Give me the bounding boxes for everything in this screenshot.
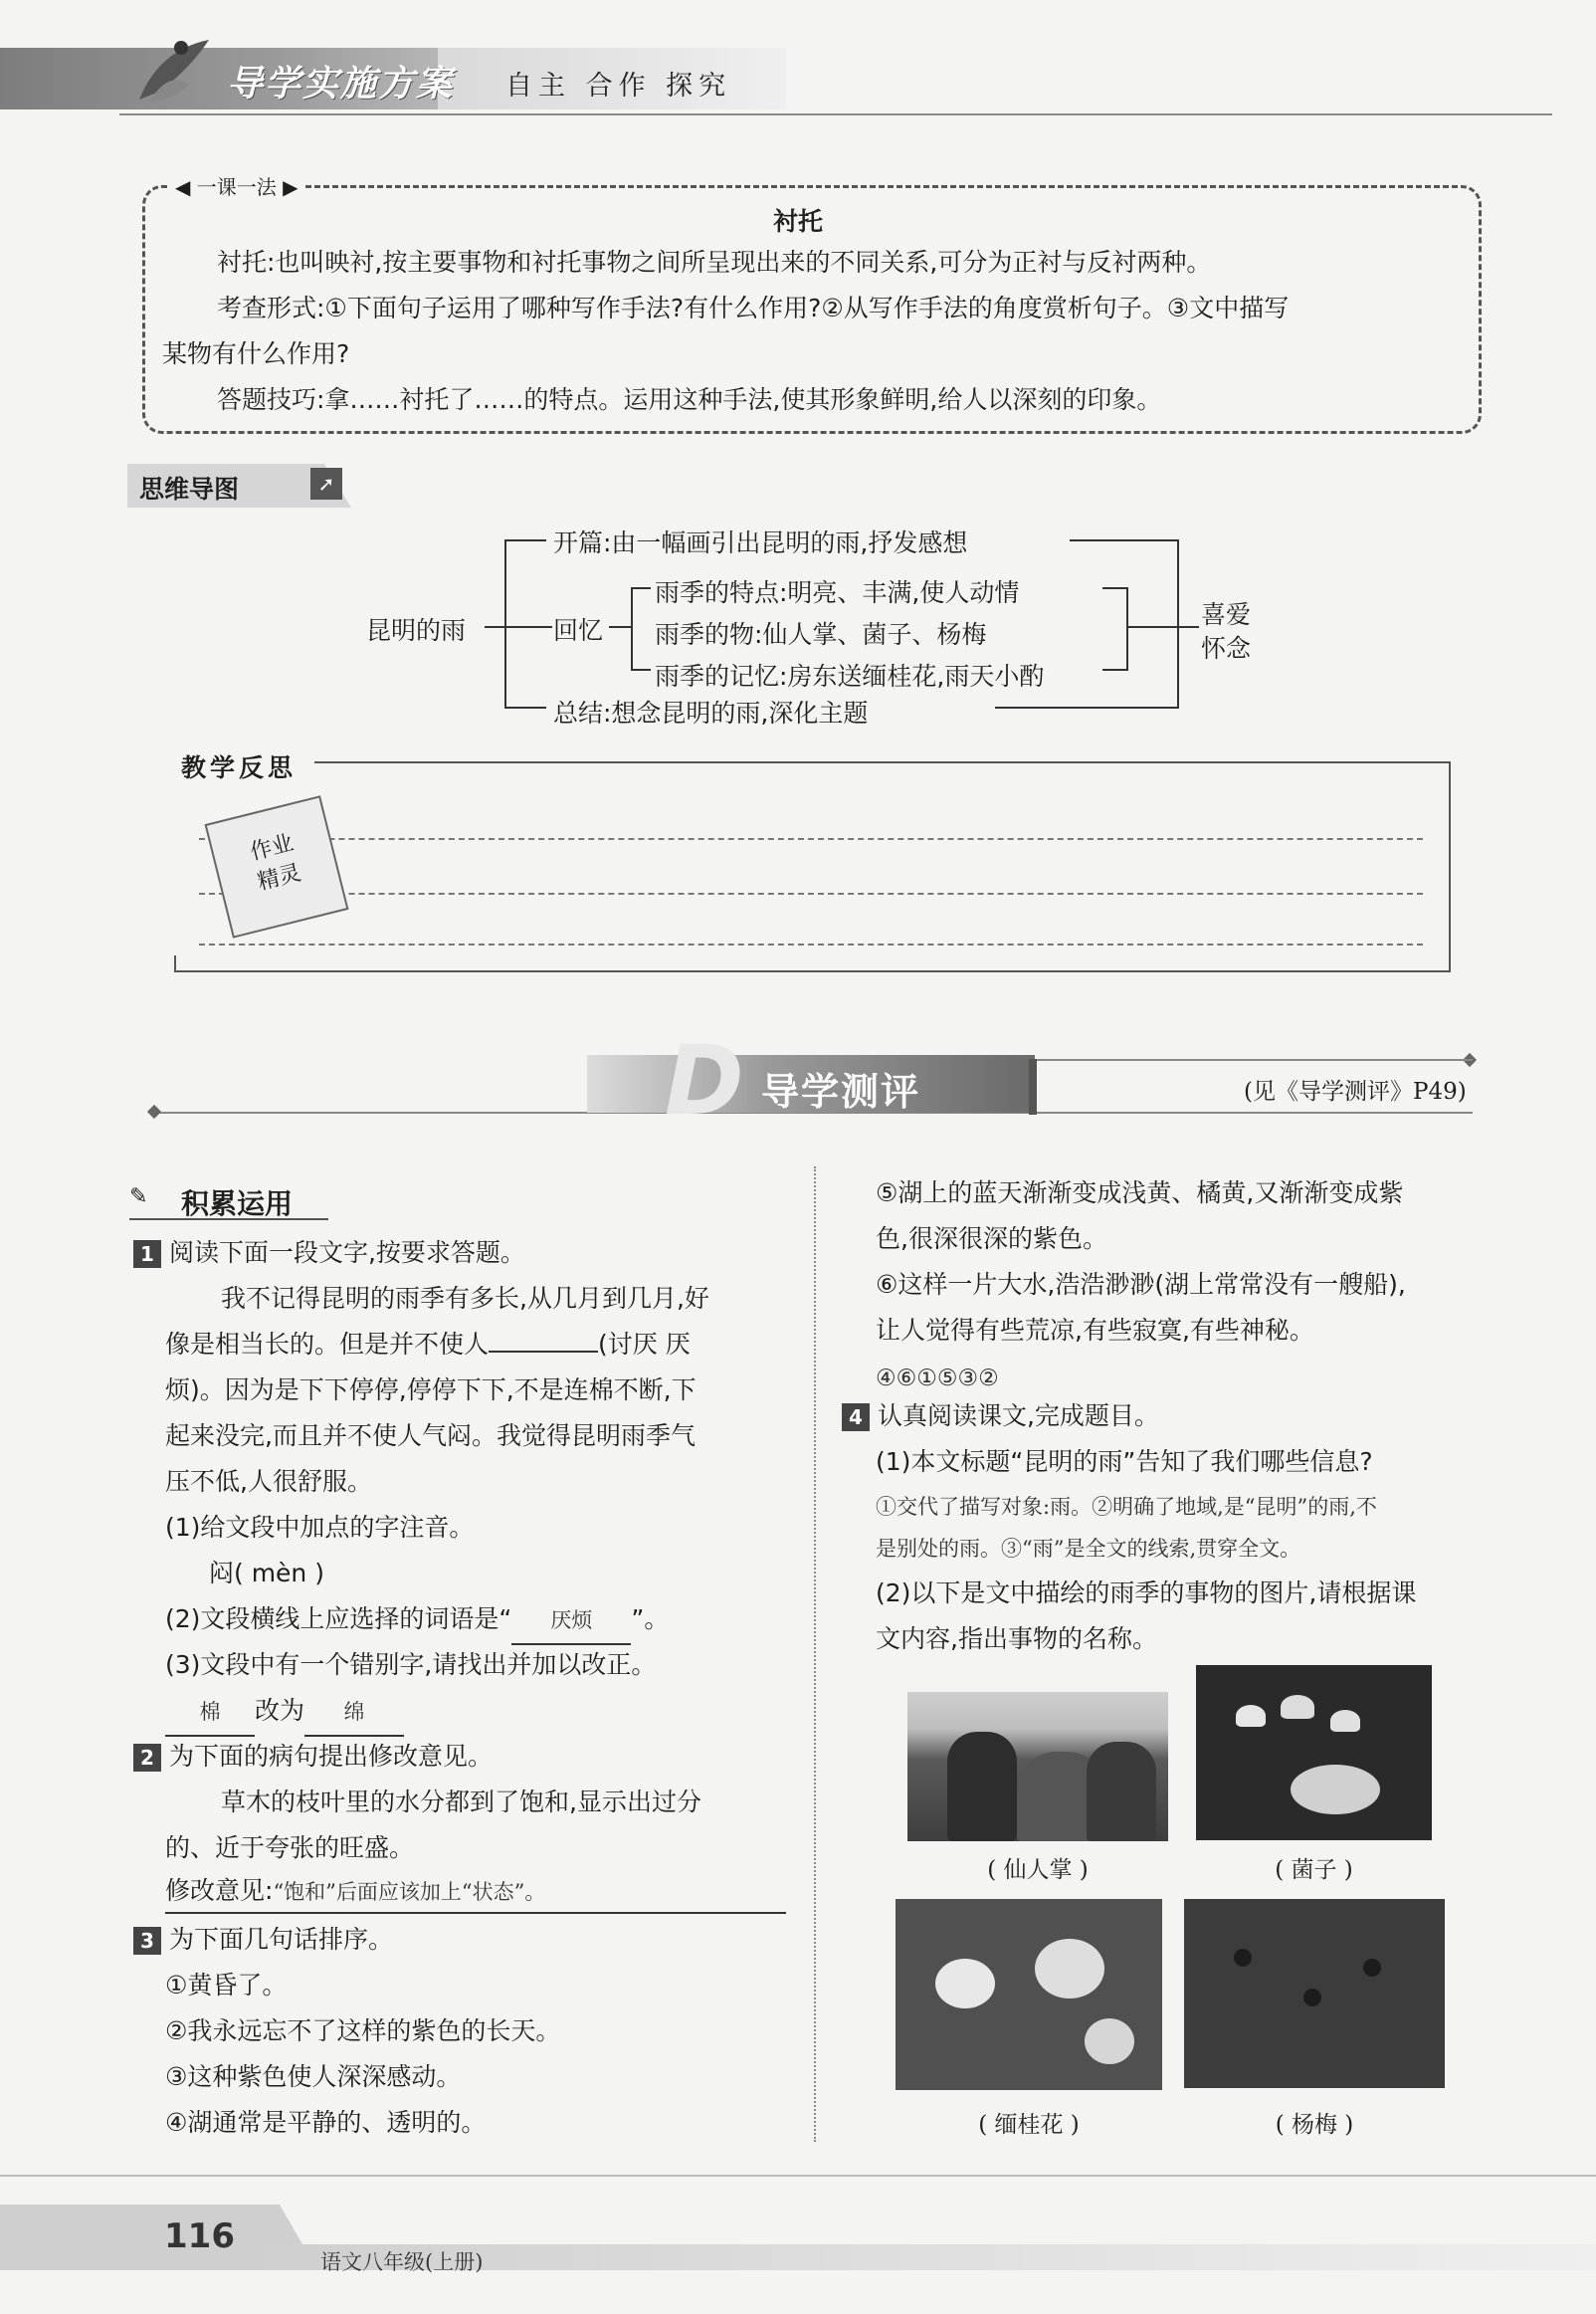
mind-map-recall: 回忆 xyxy=(553,616,604,645)
q1-sub3: (3)文段中有一个错别字,请找出并加以改正。 xyxy=(165,1650,657,1679)
pencil-icon: ✎ xyxy=(129,1184,148,1209)
q3-item: ②我永远忘不了这样的紫色的长天。 xyxy=(165,2016,561,2045)
q4-prompt: 4 认真阅读课文,完成题目。 xyxy=(842,1393,1159,1439)
bayberry-photo xyxy=(1184,1899,1445,2088)
method-title: 衬托 xyxy=(772,207,823,236)
q2-sentence: 草木的枝叶里的水分都到了饱和,显示出过分 xyxy=(221,1788,701,1816)
q3-item: 色,很深很深的紫色。 xyxy=(876,1224,1107,1253)
q3-item: ③这种紫色使人深深感动。 xyxy=(165,2062,462,2091)
reflection-top-rule xyxy=(314,761,1449,763)
q3-answer: ④⑥①⑤③② xyxy=(876,1366,999,1391)
q3-item: 让人觉得有些荒凉,有些寂寞,有些神秘。 xyxy=(876,1316,1314,1345)
q1-passage-line: 像是相当长的。但是并不使人 (讨厌 厌 xyxy=(165,1330,691,1359)
caption-mushroom: ( 菌子 ) xyxy=(1275,1857,1353,1883)
header-subtitle: 自主 合作 探究 xyxy=(505,71,732,102)
q2-prompt: 2 为下面的病句提出修改意见。 xyxy=(133,1734,493,1780)
method-forms-line2: 某物有什么作用? xyxy=(162,339,350,368)
mind-map-emotion-love: 喜爱 xyxy=(1201,600,1252,629)
method-definition: 衬托:也叫映衬,按主要事物和衬托事物之间所呈现出来的不同关系,可分为正衬与反衬两种。 xyxy=(217,248,1212,277)
q4-sub2: 文内容,指出事物的名称。 xyxy=(876,1624,1157,1653)
q2-answer-line: 修改意见:“饱和”后面应该加上“状态”。 xyxy=(165,1871,786,1914)
q1-passage-line: 压不低,人很舒服。 xyxy=(165,1467,372,1496)
mind-map-summary: 总结:想念昆明的雨,深化主题 xyxy=(553,699,869,728)
cactus-photo xyxy=(907,1692,1168,1841)
q1-prompt: 1 阅读下面一段文字,按要求答题。 xyxy=(133,1230,525,1276)
reflection-line xyxy=(199,838,1423,840)
q1-passage-line: 我不记得昆明的雨季有多长,从几月到几月,好 xyxy=(221,1284,709,1313)
caption-bayberry: ( 杨梅 ) xyxy=(1275,2112,1354,2138)
page-header xyxy=(0,0,1596,129)
header-rule xyxy=(119,113,1552,115)
reflection-line xyxy=(199,893,1423,895)
q1-ans3: 棉 改为 绵 xyxy=(165,1688,404,1737)
q2-number: 2 xyxy=(133,1744,161,1772)
q3-number: 3 xyxy=(133,1927,161,1955)
mind-map-root: 昆明的雨 xyxy=(366,616,467,645)
q3-item: ①黄昏了。 xyxy=(165,1971,288,1999)
q1-ans2: 厌烦 xyxy=(511,1597,631,1645)
q1-passage-line: 烦)。因为是下下停停,停停下下,不是连棉不断,下 xyxy=(165,1375,697,1404)
assessment-ref: (见《导学测评》P49) xyxy=(1244,1079,1467,1105)
q3-prompt: 3 为下面几句话排序。 xyxy=(133,1917,393,1963)
q2-sentence: 的、近于夸张的旺盛。 xyxy=(165,1833,415,1862)
stamp: 作业 精灵 xyxy=(205,795,349,939)
method-tag: ◀ 一课一法 ▶ xyxy=(167,171,305,200)
mushroom-photo xyxy=(1196,1665,1432,1840)
reflection-line xyxy=(199,944,1423,946)
q1-passage-line: 起来没完,而且并不使人气闷。我觉得昆明雨季气 xyxy=(165,1421,696,1450)
q3-item: ④湖通常是平静的、透明的。 xyxy=(165,2108,487,2137)
method-forms-line1: 考查形式:①下面句子运用了哪种写作手法?有什么作用?②从写作手法的角度赏析句子。③文中描写 xyxy=(217,294,1290,322)
q4-number: 4 xyxy=(842,1403,870,1431)
mind-map-recall-item: 雨季的记忆:房东送缅桂花,雨天小酌 xyxy=(655,662,1045,691)
q1-sub2: (2)文段横线上应选择的词语是“ 厌烦 ”。 xyxy=(165,1596,669,1645)
q3-item: ⑥这样一片大水,浩浩渺渺(湖上常常没有一艘船), xyxy=(876,1270,1406,1299)
q1-number: 1 xyxy=(133,1240,161,1268)
q4-ans1-line: 是别处的雨。③“雨”是全文的线索,贯穿全文。 xyxy=(876,1537,1301,1561)
q4-sub1: (1)本文标题“昆明的雨”告知了我们哪些信息? xyxy=(876,1447,1373,1476)
mind-map-recall-item: 雨季的特点:明亮、丰满,使人动情 xyxy=(655,578,1020,607)
mind-map-recall-item: 雨季的物:仙人掌、菌子、杨梅 xyxy=(655,620,987,649)
caption-magnolia: ( 缅桂花 ) xyxy=(978,2112,1080,2138)
book-name: 语文八年级(上册) xyxy=(320,2250,484,2274)
q4-ans1-line: ①交代了描写对象:雨。②明确了地域,是“昆明”的雨,不 xyxy=(876,1495,1377,1519)
header-title: 导学实施方案 xyxy=(227,64,455,105)
assessment-letter: D xyxy=(665,1025,744,1137)
column-divider xyxy=(814,1166,816,2142)
q1-ans1: 闷( mèn ) xyxy=(209,1559,324,1587)
mind-map-emotion-miss: 怀念 xyxy=(1201,634,1252,663)
q1-blank[interactable] xyxy=(489,1351,598,1353)
reflection-bottom-rule xyxy=(174,970,1451,972)
assessment-title: 导学测评 xyxy=(761,1070,921,1114)
magnolia-photo xyxy=(896,1899,1162,2090)
leaf-logo-icon xyxy=(129,30,219,109)
mind-map-label: 思维导图 xyxy=(139,475,240,504)
q1-sub1: (1)给文段中加点的字注音。 xyxy=(165,1513,475,1542)
page-footer xyxy=(0,2175,1596,2314)
section-label: 积累运用 xyxy=(181,1187,294,1220)
q3-item: ⑤湖上的蓝天渐渐变成浅黄、橘黄,又渐渐变成紫 xyxy=(876,1178,1404,1207)
caption-cactus: ( 仙人掌 ) xyxy=(987,1857,1089,1883)
mind-map-opening: 开篇:由一幅画引出昆明的雨,抒发感想 xyxy=(553,528,968,557)
reflection-right-rule xyxy=(1449,761,1451,972)
q2-answer: “饱和”后面应该加上“状态”。 xyxy=(273,1880,546,1904)
arrow-icon: ➚ xyxy=(310,468,342,500)
reflection-label: 教学反思 xyxy=(181,753,298,782)
method-tips: 答题技巧:拿……衬托了……的特点。运用这种手法,使其形象鲜明,给人以深刻的印象。 xyxy=(217,385,1162,414)
page-number: 116 xyxy=(164,2216,235,2256)
q4-sub2: (2)以下是文中描绘的雨季的事物的图片,请根据课 xyxy=(876,1578,1417,1607)
